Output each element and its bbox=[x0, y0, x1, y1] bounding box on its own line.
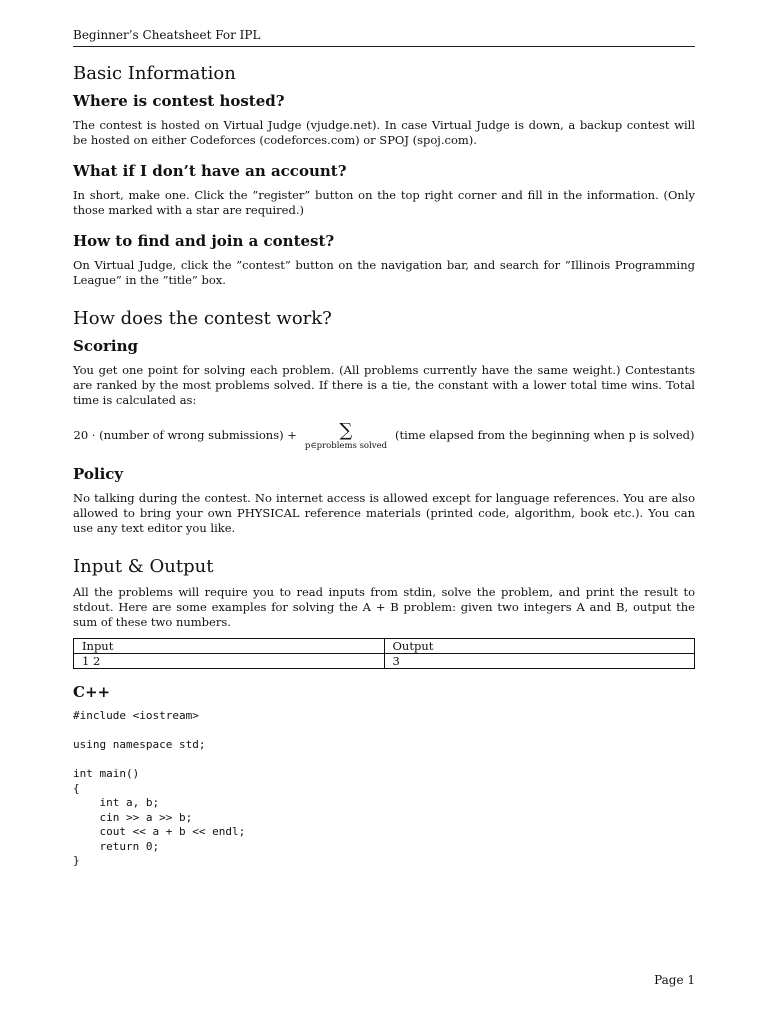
paragraph-policy: No talking during the contest. No internet access is allowed except for language references. You are also allowed to bring your own PHYSICAL reference materials (printed code, algorithm, book etc.). You can use any text editor you like. bbox=[73, 491, 695, 536]
formula-right-term: (time elapsed from the beginning when p is solved) bbox=[395, 428, 695, 443]
summation-symbol: ∑ bbox=[339, 420, 353, 442]
formula-summation bbox=[305, 422, 387, 452]
subsection-title-policy: Policy bbox=[73, 465, 124, 484]
table-header-row bbox=[74, 639, 695, 654]
paragraph-join-contest: On Virtual Judge, click the ”contest” button on the navigation bar, and search for ”Illinois Programming League” in the ”title” box. bbox=[73, 257, 695, 287]
paragraph-contest-hosted: The contest is hosted on Virtual Judge (vjudge.net). In case Virtual Judge is down, a backup contest will be hosted on either Codeforces (codeforces.com) or SPOJ (spoj.com). bbox=[73, 118, 695, 147]
table-cell-output: 3 bbox=[384, 654, 695, 669]
io-example-table bbox=[73, 638, 695, 669]
table-cell-input: 1 2 bbox=[74, 654, 385, 669]
cpp-code-block: #include <iostream> using namespace std; int main() { int a, b; cin >> a >> b; cout << a + b << endl; return 0; } bbox=[73, 709, 246, 868]
section-title-input-output: Input & Output bbox=[73, 556, 214, 578]
subsection-title-cpp: C++ bbox=[73, 683, 111, 702]
table-row bbox=[74, 654, 695, 669]
page-number: Page 1 bbox=[654, 973, 695, 987]
scoring-formula bbox=[73, 419, 695, 451]
summation-subscript: p∈problems solved bbox=[304, 441, 388, 452]
table-header-output: Output bbox=[384, 639, 695, 654]
paragraph-account: In short, make one. Click the ”register” button on the top right corner and fill in the information. (Only those marked with a star are required.) bbox=[73, 187, 695, 217]
paragraph-scoring: You get one point for solving each problem. (All problems currently have the same weight.) Contestants are ranked by the most problems solved. If there is a tie, the constant with a lower total time wins. Total time is calculated as: bbox=[73, 362, 695, 407]
table-header-input: Input bbox=[74, 639, 385, 654]
running-header: Beginner’s Cheatsheet For IPL bbox=[73, 28, 695, 47]
section-title-basic-information: Basic Information bbox=[73, 63, 236, 84]
subsection-title-join-contest: How to find and join a contest? bbox=[73, 231, 335, 250]
subsection-title-scoring: Scoring bbox=[73, 336, 138, 355]
section-title-contest-work: How does the contest work? bbox=[73, 307, 332, 329]
subsection-title-contest-hosted: Where is contest hosted? bbox=[73, 92, 285, 110]
document-page bbox=[73, 28, 695, 869]
formula-left-term: 20 · (number of wrong submissions) + bbox=[73, 428, 297, 443]
subsection-title-account: What if I don’t have an account? bbox=[73, 161, 347, 180]
paragraph-input-output: All the problems will require you to read inputs from stdin, solve the problem, and print the result to stdout. Here are some examples for solving the A + B problem: given two integers A and B, output the sum of these two numbers. bbox=[73, 585, 695, 630]
